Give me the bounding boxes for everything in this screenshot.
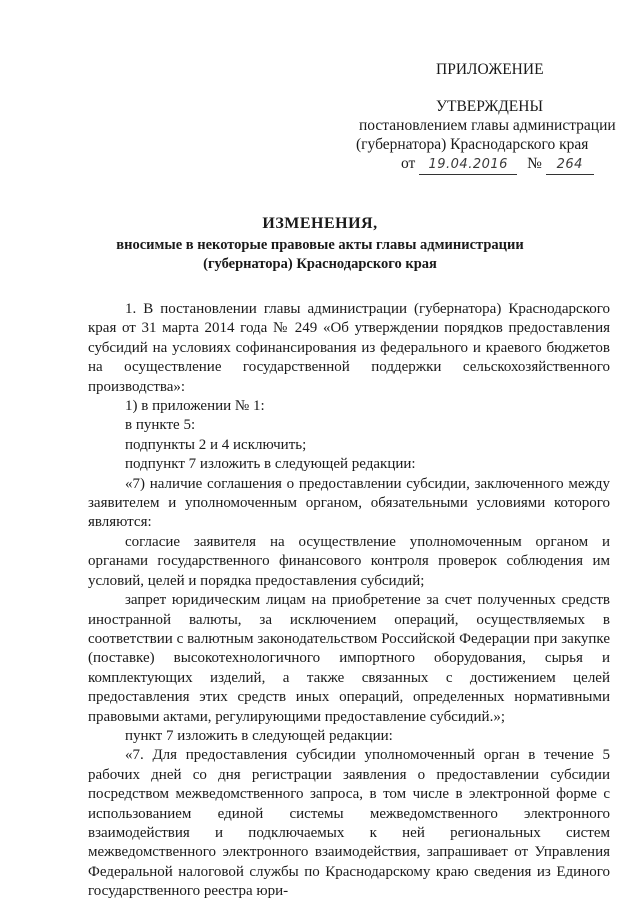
paragraph: пункт 7 изложить в следующей редакции: — [125, 727, 393, 744]
paragraph: 1. В постановлении главы администрации (губернатора) Краснодарского края от 31 марта 2014 года № 249 «Об утверждении порядков предоставления субсидий на условиях софинансирования из федерального и краевого бюджетов на осуществление государственной поддержки сельскохозяйственного производства»: — [88, 301, 610, 395]
paragraph: запрет юридическим лицам на приобретение за счет полученных средств иностранной валюты, за исключением операций, осуществляемых в соответствии с валютным законодательством Российской Федерации при закупке (поставке) высокотехнологичного импортного оборудования, сырья и комплектующих изделий, а также связанных с достижением целей предоставления этих средств иных операций, определенных нормативными правовыми актами, регулирующими предоставление субсидий.»; — [88, 592, 610, 725]
title-heading: ИЗМЕНЕНИЯ, — [262, 215, 378, 232]
approved-by-line-2: (губернатора) Краснодарского края — [356, 136, 589, 153]
date-prefix: от — [401, 155, 416, 172]
paragraph: 1) в приложении № 1: — [125, 398, 265, 415]
title-subheading-line-1: вносимые в некоторые правовые акты главы администрации — [116, 237, 524, 253]
document-body — [88, 300, 610, 902]
approval-block — [356, 60, 616, 175]
paragraph: подпункт 7 изложить в следующей редакции: — [125, 456, 416, 473]
appendix-label: ПРИЛОЖЕНИЕ — [436, 61, 544, 78]
handwritten-number: 264 — [546, 155, 594, 175]
approved-label: УТВЕРЖДЕНЫ — [436, 98, 543, 115]
paragraph: подпункты 2 и 4 исключить; — [125, 436, 307, 453]
paragraph: «7. Для предоставления субсидии уполномоченный орган в течение 5 рабочих дней со дня регистрации заявления о предоставлении субсидии посредством межведомственного запроса, в том числе в электронной форме с использованием единой системы межведомственного электронного взаимодействия и подключаемых к ней региональных систем межведомственного электронного взаимодействия, запрашивает от Управления Федеральной налоговой службы по Краснодарскому краю сведения из Единого государственного реестра юри- — [88, 747, 610, 900]
title-subheading-line-2: (губернатора) Краснодарского края — [203, 256, 437, 272]
paragraph: «7) наличие соглашения о предоставлении субсидии, заключенного между заявителем и уполномоченным органом, обязательными условиями которого являются: — [88, 475, 610, 531]
document-title — [0, 214, 640, 274]
paragraph: согласие заявителя на осуществление уполномоченным органом и органами государственного финансового контроля проверок соблюдения им условий, целей и порядка предоставления субсидий; — [88, 533, 610, 589]
date-number-line — [356, 154, 606, 175]
paragraph: в пункте 5: — [125, 417, 196, 434]
handwritten-date: 19.04.2016 — [419, 155, 517, 175]
approved-by-line-1: постановлением главы администрации — [359, 117, 616, 134]
number-prefix: № — [527, 155, 542, 172]
